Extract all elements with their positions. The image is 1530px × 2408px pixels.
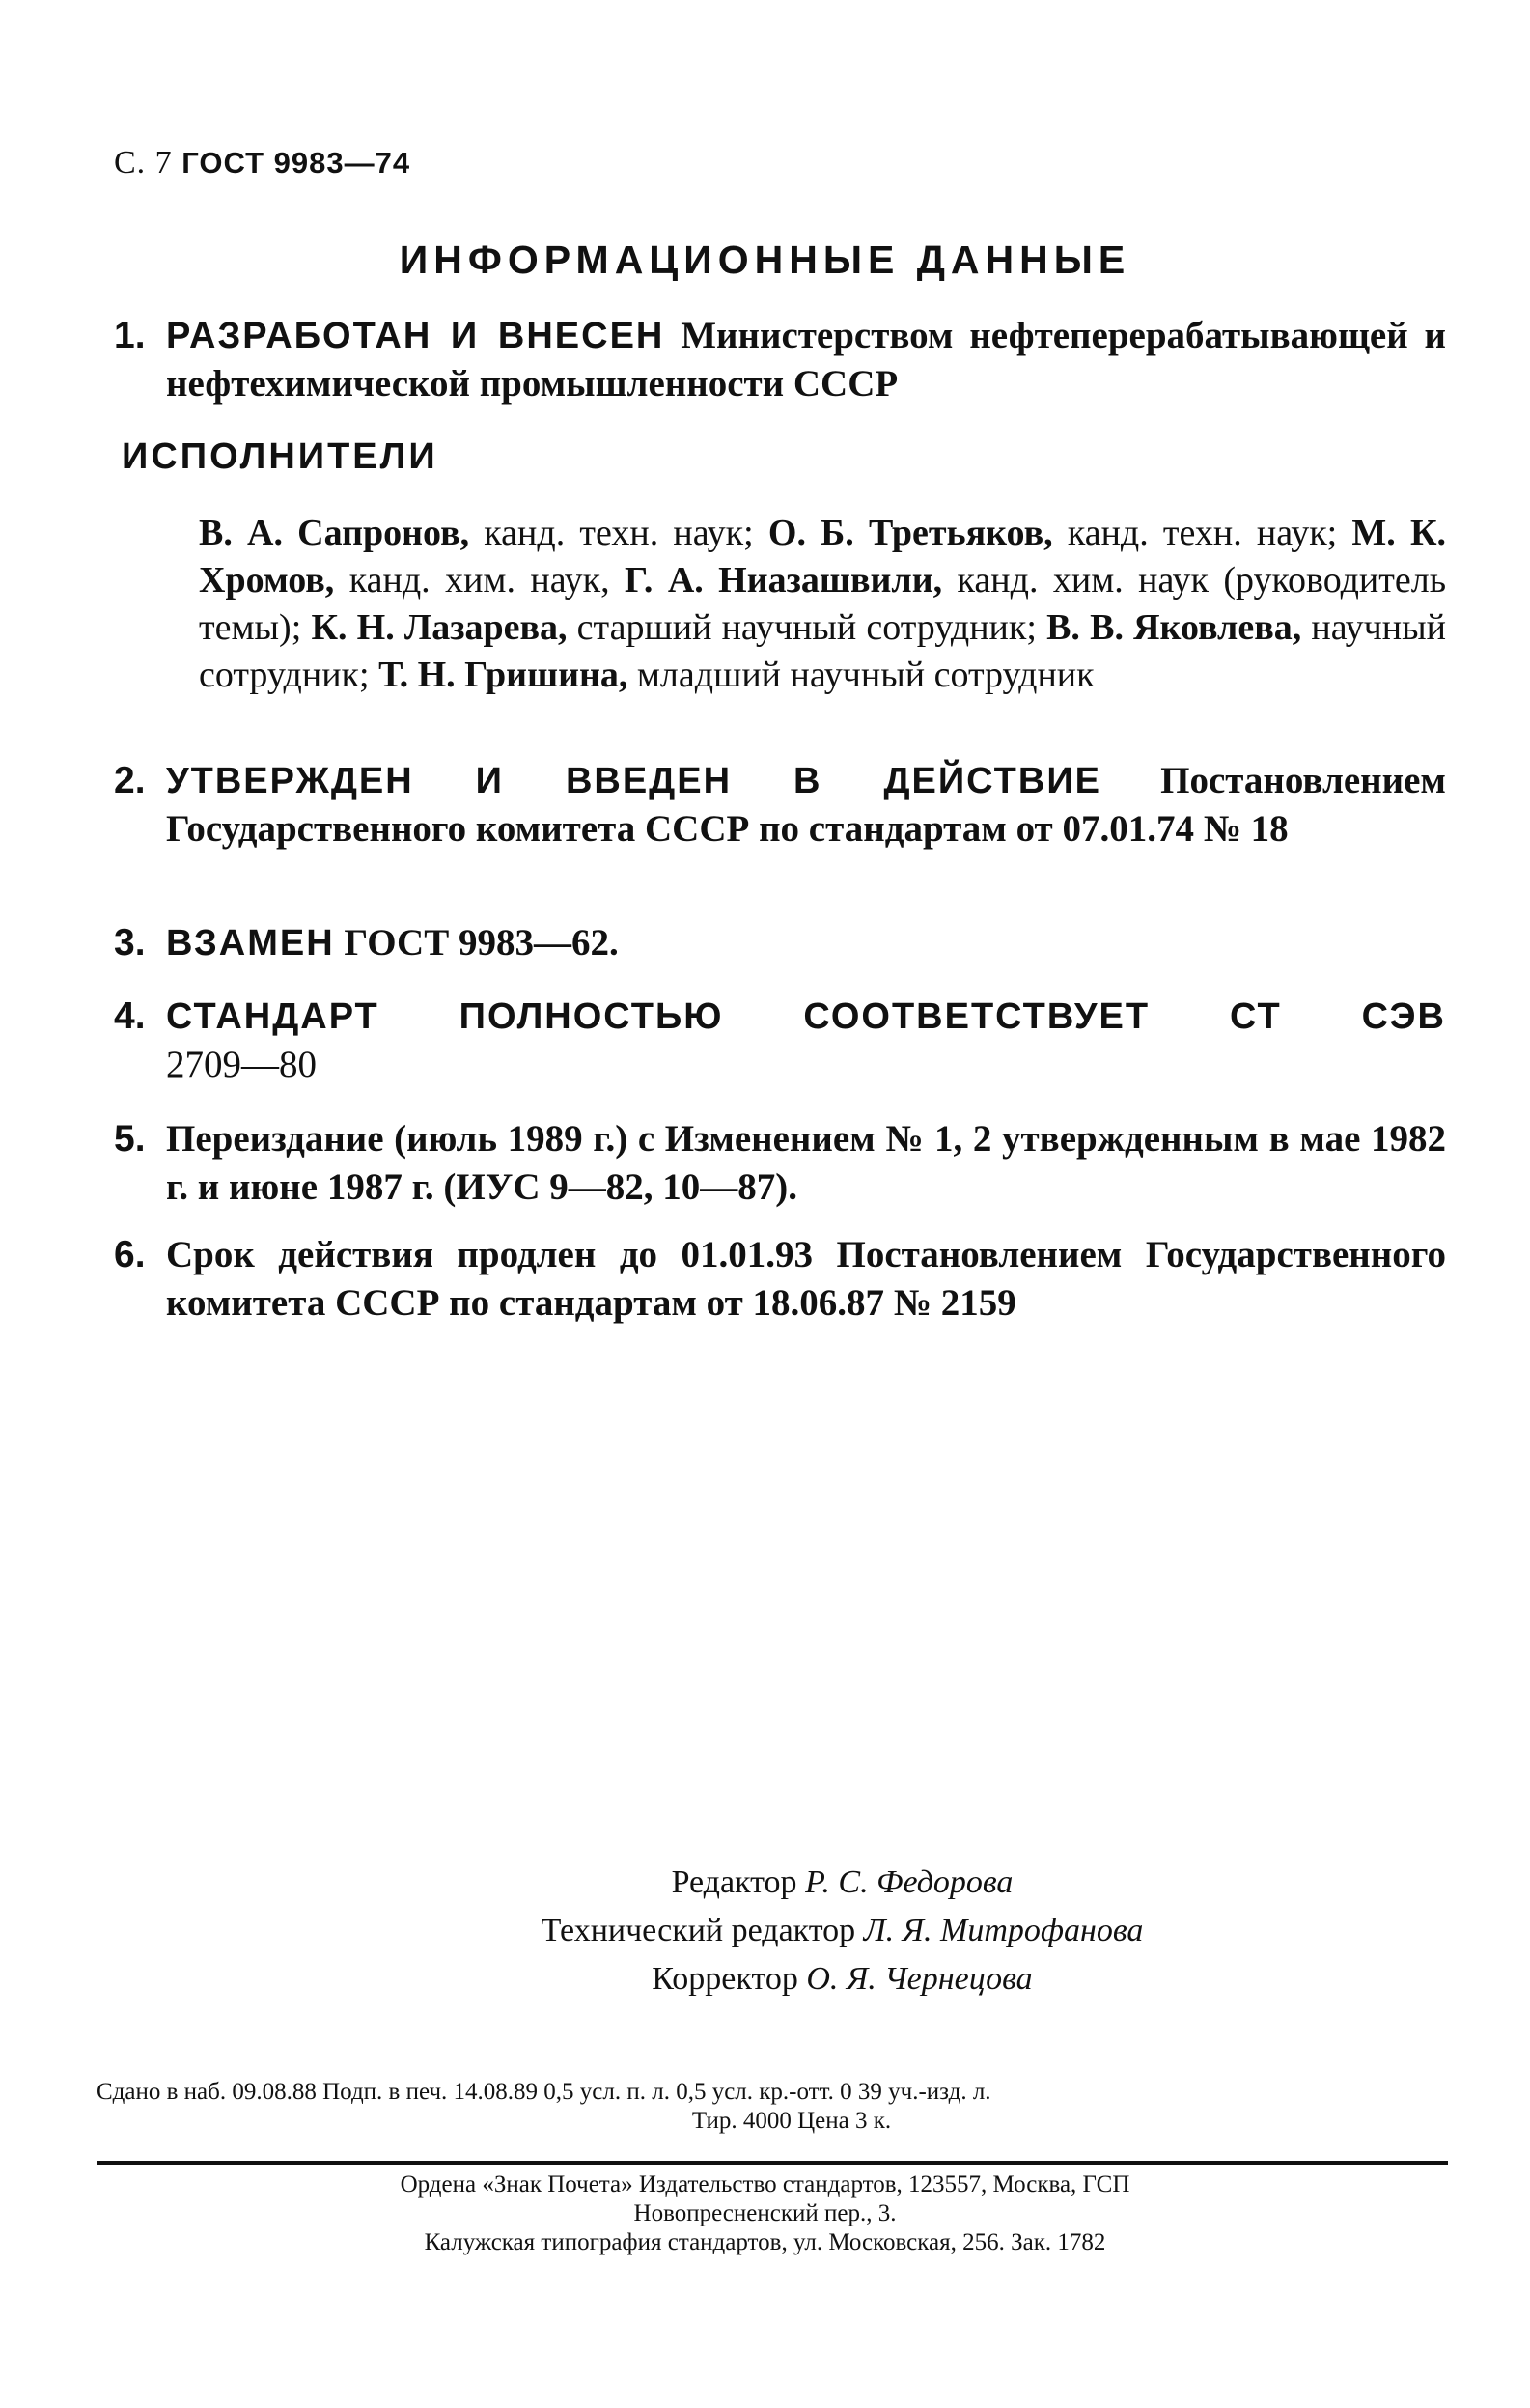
info-item-3	[114, 919, 1446, 967]
item-lead: СТАНДАРТ ПОЛНОСТЬЮ СООТВЕТСТВУЕТ СТ СЭВ	[166, 996, 1446, 1037]
performer-role: научный сотрудник;	[199, 607, 1446, 695]
item-body	[166, 919, 1446, 967]
credit-editor	[0, 1859, 1530, 1907]
performers-heading: ИСПОЛНИТЕЛИ	[122, 436, 438, 477]
info-item-4	[114, 993, 1446, 1089]
item-number: 1.	[114, 315, 146, 356]
publisher-info	[0, 2170, 1530, 2257]
item-body	[166, 1231, 1446, 1328]
divider	[97, 2161, 1448, 2165]
page-header	[114, 145, 410, 182]
editorial-credits	[0, 1859, 1530, 2003]
item-lead: ВЗАМЕН	[166, 923, 335, 964]
performer-role: канд. хим. наук (руководитель темы);	[199, 560, 1447, 648]
item-number: 6.	[114, 1234, 146, 1275]
credit-label: Технический редактор	[541, 1913, 856, 1948]
performers-list	[199, 510, 1446, 699]
performer-name: О. Б. Третьяков,	[767, 513, 1053, 553]
item-body	[166, 312, 1446, 408]
performer-role: младший научный сотрудник	[636, 655, 1095, 695]
info-item-6	[114, 1231, 1446, 1328]
item-text: 2709—80	[166, 1044, 317, 1085]
performer-name: Т. Н. Гришина,	[378, 655, 628, 695]
item-number: 2.	[114, 760, 146, 801]
credit-label: Редактор	[671, 1864, 797, 1900]
standard-code: ГОСТ 9983—74	[181, 146, 411, 180]
item-lead: УТВЕРЖДЕН И ВВЕДЕН В ДЕЙСТВИЕ	[166, 761, 1101, 801]
performer-name: К. Н. Лазарева,	[311, 607, 568, 648]
performer-role: канд. техн. наук;	[1067, 513, 1338, 553]
info-item-1	[114, 312, 1446, 408]
performer-role: канд. техн. наук;	[484, 513, 754, 553]
item-body	[166, 993, 1446, 1089]
item-body	[166, 757, 1446, 854]
credit-name: Л. Я. Митрофанова	[863, 1913, 1144, 1948]
item-text: ГОСТ 9983—62.	[344, 922, 619, 964]
info-item-2	[114, 757, 1446, 854]
item-body	[166, 1115, 1446, 1212]
publisher-line: Калужская типография стандартов, ул. Московская, 256. Зак. 1782	[424, 2229, 1106, 2255]
info-item-5	[114, 1115, 1446, 1212]
page-title: ИНФОРМАЦИОННЫЕ ДАННЫЕ	[399, 238, 1131, 282]
item-number: 4.	[114, 995, 146, 1037]
performer-role: канд. хим. наук,	[348, 560, 610, 601]
credit-proofreader	[0, 1955, 1530, 2003]
item-text: Постановлением Государственного комитета СССР по стандартам от 07.01.74 № 18	[166, 760, 1446, 850]
publisher-line: Ордена «Знак Почета» Издательство стандартов, 123557, Москва, ГСП	[400, 2171, 1130, 2198]
item-number: 5.	[114, 1118, 146, 1160]
credit-name: Р. С. Федорова	[805, 1864, 1014, 1900]
page-number: С. 7	[114, 145, 173, 181]
credit-name: О. Я. Чернецова	[806, 1961, 1033, 1997]
performer-name: М. К. Хромов,	[199, 513, 1447, 601]
performer-name: В. В. Яковлева,	[1046, 607, 1302, 648]
publisher-line: Новопресненский пер., 3.	[633, 2200, 897, 2226]
item-text: Срок действия продлен до 01.01.93 Постановлением Государственного комитета СССР по стандартам от 18.06.87 № 2159	[166, 1234, 1446, 1324]
performer-role: старший научный сотрудник;	[576, 607, 1037, 648]
item-lead: РАЗРАБОТАН И ВНЕСЕН	[166, 316, 665, 356]
item-number: 3.	[114, 922, 146, 964]
print-imprint	[97, 2078, 1448, 2136]
credit-label: Корректор	[652, 1961, 798, 1997]
performer-name: В. А. Сапронов,	[199, 513, 470, 553]
credit-tech-editor	[0, 1907, 1530, 1955]
performer-name: Г. А. Ниазашвили,	[625, 560, 943, 601]
item-text: Переиздание (июль 1989 г.) с Изменением № 1, 2 утвержденным в мае 1982 г. и июне 1987 г. (ИУС 9—82, 10—87).	[166, 1118, 1446, 1208]
item-text: Министерством нефтеперерабатывающей и нефтехимической промышленности СССР	[166, 315, 1447, 405]
imprint-line: Тир. 4000 Цена 3 к.	[691, 2108, 892, 2134]
imprint-line: Сдано в наб. 09.08.88 Подп. в печ. 14.08.89 0,5 усл. п. л. 0,5 усл. кр.-отт. 0 39 уч.-изд. л.	[97, 2079, 991, 2105]
